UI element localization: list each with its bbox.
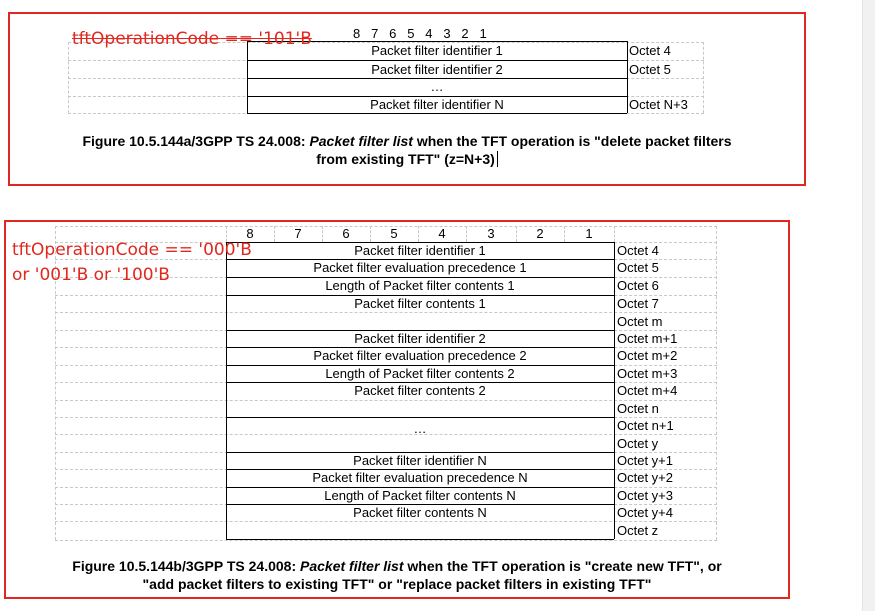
annotation-op-code-001-100: or '001'B or '100'B [12,265,170,285]
octet-label: Octet y+4 [617,505,673,520]
bit-header: 8 7 6 5 4 3 2 1 [353,26,487,41]
table-cell-content: Packet filter contents 1 [354,296,486,311]
octet-label: Octet m+2 [617,348,678,363]
vertical-scrollbar[interactable] [862,0,875,611]
table-cell-content: Length of Packet filter contents 2 [325,366,515,381]
grid-line [516,226,517,242]
table-border [226,539,614,540]
octet-label: Octet N+3 [629,97,688,112]
table-border [614,242,615,539]
bit-number: 6 [342,226,350,241]
bit-number: 1 [585,226,593,241]
grid-line [55,312,717,313]
table-cell-content: Packet filter identifier N [353,453,487,468]
bit-number: 3 [487,226,495,241]
table-cell-content: Packet filter identifier 2 [354,331,486,346]
octet-label: Octet 5 [617,260,659,275]
table-cell-content: Packet filter identifier N [370,97,504,112]
grid-line [370,226,371,242]
octet-label: Octet 4 [629,43,671,58]
grid-line [55,521,717,522]
caption-prefix: Figure 10.5.144a/3GPP TS 24.008: [82,133,310,149]
table-cell-content: Packet filter contents N [353,505,487,520]
table-cell-ellipsis: … [413,421,427,436]
table-border [247,60,627,61]
octet-label: Octet 5 [629,62,671,77]
octet-label: Octet n+1 [617,418,674,433]
text-cursor [497,151,498,167]
figure-b-caption [6,557,788,593]
octet-label: Octet m+4 [617,383,678,398]
table-cell-ellipsis: … [430,79,444,94]
table-cell-content: Packet filter evaluation precedence 2 [313,348,527,363]
octet-label: Octet m+1 [617,331,678,346]
bit-number: 5 [390,226,398,241]
caption-line2: "add packet filters to existing TFT" or "replace packet filters in existing TFT" [142,576,652,592]
bit-number: 7 [294,226,302,241]
bit-number: 2 [536,226,544,241]
grid-line [466,226,467,242]
caption-italic: Packet filter list [300,558,404,574]
table-cell-content: Packet filter identifier 1 [371,43,503,58]
table-border [247,113,627,114]
grid-line [274,226,275,242]
octet-label: Octet m [617,314,663,329]
table-cell-content: Length of Packet filter contents 1 [325,278,515,293]
annotation-op-code-000: tftOperationCode == '000'B [12,240,252,260]
table-cell-content: Packet filter evaluation precedence N [312,470,528,485]
grid-line [68,42,69,113]
caption-prefix: Figure 10.5.144b/3GPP TS 24.008: [72,558,301,574]
table-cell-content: Length of Packet filter contents N [324,488,516,503]
table-cell-content: Packet filter identifier 2 [371,62,503,77]
table-border [226,417,614,418]
grid-line [322,226,323,242]
table-border [627,41,628,113]
table-cell-content: Packet filter identifier 1 [354,243,486,258]
octet-label: Octet z [617,523,659,538]
octet-label: Octet y [617,436,659,451]
octet-label: Octet 6 [617,278,659,293]
caption-italic: Packet filter list [309,133,413,149]
grid-line [703,42,704,113]
bit-number: 4 [438,226,446,241]
caption-rest: when the TFT operation is "create new TFT", or [403,558,722,574]
octet-label: Octet y+3 [617,488,673,503]
table-cell-content: Packet filter contents 2 [354,383,486,398]
octet-label: Octet 7 [617,296,659,311]
annotation-op-code-101: tftOperationCode == '101'B [72,29,312,49]
grid-line [564,226,565,242]
octet-label: Octet 4 [617,243,659,258]
figure-a-caption [12,132,802,168]
grid-line [55,540,717,541]
octet-label: Octet y+2 [617,470,673,485]
grid-line [716,226,717,540]
octet-label: Octet y+1 [617,453,673,468]
bit-number: 8 [246,226,254,241]
caption-line2: from existing TFT" (z=N+3) [316,151,495,167]
octet-label: Octet m+3 [617,366,678,381]
caption-rest: when the TFT operation is "delete packet filters [412,133,732,149]
octet-label: Octet n [617,401,659,416]
table-cell-content: Packet filter evaluation precedence 1 [313,260,527,275]
grid-line [614,226,615,242]
grid-line [418,226,419,242]
